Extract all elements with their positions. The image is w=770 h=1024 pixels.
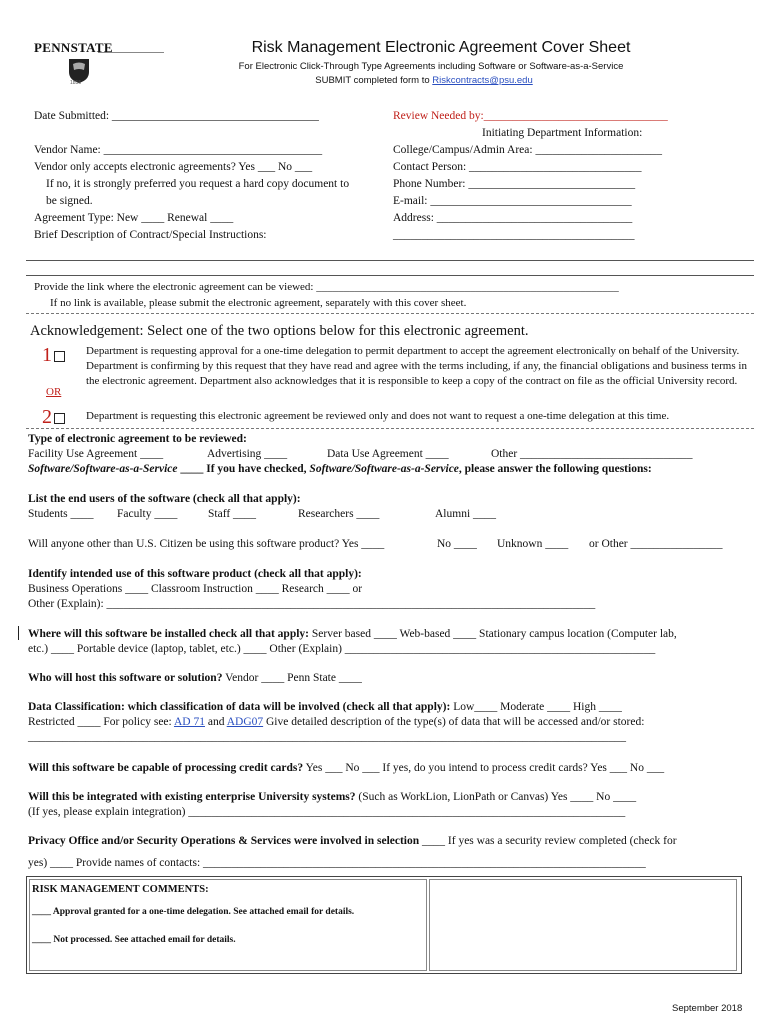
citizen-unknown-field[interactable]: Unknown ____ — [497, 538, 569, 550]
and-text: and — [204, 716, 227, 728]
comments-left-cell — [29, 879, 427, 971]
installed-options: Server based ____ Web-based ____ Stationary campus location (Computer lab, — [309, 628, 677, 640]
privacy-contacts-field[interactable]: yes) ____ Provide names of contacts: _____________________________________________________________________________ — [28, 857, 646, 869]
other-type-field[interactable]: Other ______________________________ — [491, 448, 693, 460]
software-label: Software/Software-as-a-Service — [28, 463, 178, 475]
facility-use-field[interactable]: Facility Use Agreement ____ — [28, 448, 164, 460]
comments-heading: RISK MANAGEMENT COMMENTS: — [32, 884, 209, 895]
address-field[interactable]: Address: __________________________________ — [393, 212, 633, 224]
classification-options: Low____ Moderate ____ High ____ — [450, 701, 622, 713]
intended-use-heading: Identify intended use of this software product (check all that apply): — [28, 568, 362, 580]
software-label-2: Software/Software-as-a-Service — [309, 463, 459, 475]
phone-field[interactable]: Phone Number: _____________________________ — [393, 178, 636, 190]
privacy-label: Privacy Office and/or Security Operations & Services were involved in selection — [28, 835, 420, 847]
review-needed-field[interactable]: Review Needed by:________________________________ — [393, 110, 668, 122]
agreement-link-field[interactable]: Provide the link where the electronic agreement can be viewed: _______________________________________________________ — [34, 281, 619, 293]
logo-wordmark: PENNSTATE — [34, 40, 113, 55]
integration-options: (Such as WorkLion, LionPath or Canvas) Yes ____ No ____ — [355, 791, 637, 803]
researchers-field[interactable]: Researchers ____ — [298, 508, 380, 520]
alumni-field[interactable]: Alumni ____ — [435, 508, 497, 520]
integration-question[interactable] — [28, 791, 636, 803]
software-line[interactable] — [28, 463, 652, 475]
divider — [26, 428, 754, 429]
data-use-field[interactable]: Data Use Agreement ____ — [327, 448, 449, 460]
classification-question[interactable] — [28, 701, 622, 713]
software-instruction: ____ If you have checked, — [177, 463, 310, 475]
if-no-note: If no, it is strongly preferred you request a hard copy document to — [46, 178, 350, 190]
address-field-2[interactable]: __________________________________________ — [393, 229, 635, 241]
intended-use-other[interactable]: Other (Explain): _____________________________________________________________________________________ — [28, 598, 596, 610]
classification-line-2[interactable] — [28, 716, 644, 728]
comments-right-cell[interactable] — [429, 879, 737, 971]
integration-label: Will this be integrated with existing enterprise University systems? — [28, 791, 356, 803]
risk-management-comments-box — [26, 876, 742, 974]
vendor-only-field[interactable]: Vendor only accepts electronic agreements? Yes ___ No ___ — [34, 161, 313, 173]
divider — [26, 313, 754, 314]
option-2-text: Department is requesting this electronic agreement be reviewed only and does not want to request a one-time delegation at this time. — [86, 410, 670, 422]
privacy-question[interactable] — [28, 835, 677, 847]
date-submitted-field[interactable]: Date Submitted: ____________________________________ — [34, 110, 319, 122]
option-2-checkbox[interactable] — [54, 413, 65, 424]
host-options: Vendor ____ Penn State ____ — [222, 672, 362, 684]
contact-field[interactable]: Contact Person: ______________________________ — [393, 161, 642, 173]
classification-description-label: Give detailed description of the type(s) of data that will be accessed and/or stored: — [263, 716, 645, 728]
if-no-note-2: be signed. — [46, 195, 93, 207]
vendor-name-field[interactable]: Vendor Name: ______________________________________ — [34, 144, 323, 156]
classification-label: Data Classification: which classification of data will be involved (check all that apply): — [28, 701, 451, 713]
host-label: Who will host this software or solution? — [28, 672, 223, 684]
credit-options: Yes ___ No ___ If yes, do you intend to process credit cards? Yes ___ No ___ — [303, 762, 665, 774]
page-title: Risk Management Electronic Agreement Cover Sheet — [251, 39, 631, 56]
advertising-field[interactable]: Advertising ____ — [207, 448, 288, 460]
adg07-link[interactable]: ADG07 — [226, 716, 264, 728]
no-link-note: If no link is available, please submit the electronic agreement, separately with this cover sheet. — [50, 297, 467, 309]
option-2[interactable] — [42, 406, 65, 429]
submit-line — [0, 75, 770, 86]
installed-question[interactable] — [28, 628, 677, 640]
staff-field[interactable]: Staff ____ — [208, 508, 257, 520]
software-instruction-2: , please answer the following questions: — [458, 463, 652, 475]
option-1-text: Department is requesting approval for a one-time delegation to permit department to accept the agreement electronically on behalf of the University. Department is confirming by this request that they have read and agree with the terms including, if any, the financial obligations and business terms in the electronic agreement. Department also acknowledges that it is responsible to keep a copy of the contract on file as the official University record. — [86, 345, 747, 387]
students-field[interactable]: Students ____ — [28, 508, 94, 520]
installed-label: Where will this software be installed check all that apply: — [28, 628, 310, 640]
divider — [26, 275, 754, 276]
page-subtitle: For Electronic Click-Through Type Agreements including Software or Software-as-a-Service — [238, 61, 624, 72]
type-heading: Type of electronic agreement to be reviewed: — [28, 433, 247, 445]
citizen-other-field[interactable]: or Other ________________ — [589, 538, 723, 550]
acknowledgement-heading: Acknowledgement: Select one of the two options below for this electronic agreement. — [30, 323, 529, 339]
brief-description-label: Brief Description of Contract/Special Instructions: — [34, 229, 267, 241]
option-1-checkbox[interactable] — [54, 351, 65, 362]
or-label: OR — [46, 386, 62, 398]
integration-explain-field[interactable]: (If yes, please explain integration) ____________________________________________________________________________ — [28, 806, 626, 818]
citizen-question[interactable]: Will anyone other than U.S. Citizen be using this software product? Yes ____ — [28, 538, 385, 550]
text-cursor — [18, 626, 19, 640]
option-1[interactable] — [42, 344, 65, 367]
host-question[interactable] — [28, 672, 362, 684]
logo-year: 1855 — [70, 80, 82, 86]
initiating-heading: Initiating Department Information: — [482, 127, 643, 139]
classification-description-field[interactable]: ________________________________________________________________________________________________________ — [28, 731, 626, 743]
installed-options-2[interactable]: etc.) ____ Portable device (laptop, tablet, etc.) ____ Other (Explain) ______________________________________________________ — [28, 643, 656, 655]
intended-use-options[interactable]: Business Operations ____ Classroom Instruction ____ Research ____ or — [28, 583, 363, 595]
end-users-heading: List the end users of the software (check all that apply): — [28, 493, 301, 505]
not-processed-option[interactable]: ____ Not processed. See attached email for details. — [32, 935, 236, 945]
divider — [26, 260, 754, 261]
privacy-options: ____ If yes was a security review completed (check for — [419, 835, 677, 847]
credit-card-question[interactable] — [28, 762, 664, 774]
submit-prefix: SUBMIT completed form to — [315, 75, 433, 86]
footer-date: September 2018 — [672, 1003, 743, 1014]
email-field[interactable]: E-mail: ___________________________________ — [393, 195, 632, 207]
ad71-link[interactable]: AD 71 — [173, 716, 205, 728]
submit-email-link[interactable]: Riskcontracts@psu.edu — [432, 75, 533, 86]
option-2-number: 2 — [42, 406, 52, 428]
credit-label: Will this software be capable of processing credit cards? — [28, 762, 304, 774]
agreement-type-field[interactable]: Agreement Type: New ____ Renewal ____ — [34, 212, 234, 224]
citizen-no-field[interactable]: No ____ — [437, 538, 477, 550]
college-field[interactable]: College/Campus/Admin Area: ______________________ — [393, 144, 662, 156]
restricted-option: Restricted ____ For policy see: — [28, 716, 174, 728]
option-1-number: 1 — [42, 344, 52, 366]
approval-option[interactable]: ____ Approval granted for a one-time delegation. See attached email for details. — [32, 907, 355, 917]
faculty-field[interactable]: Faculty ____ — [117, 508, 178, 520]
